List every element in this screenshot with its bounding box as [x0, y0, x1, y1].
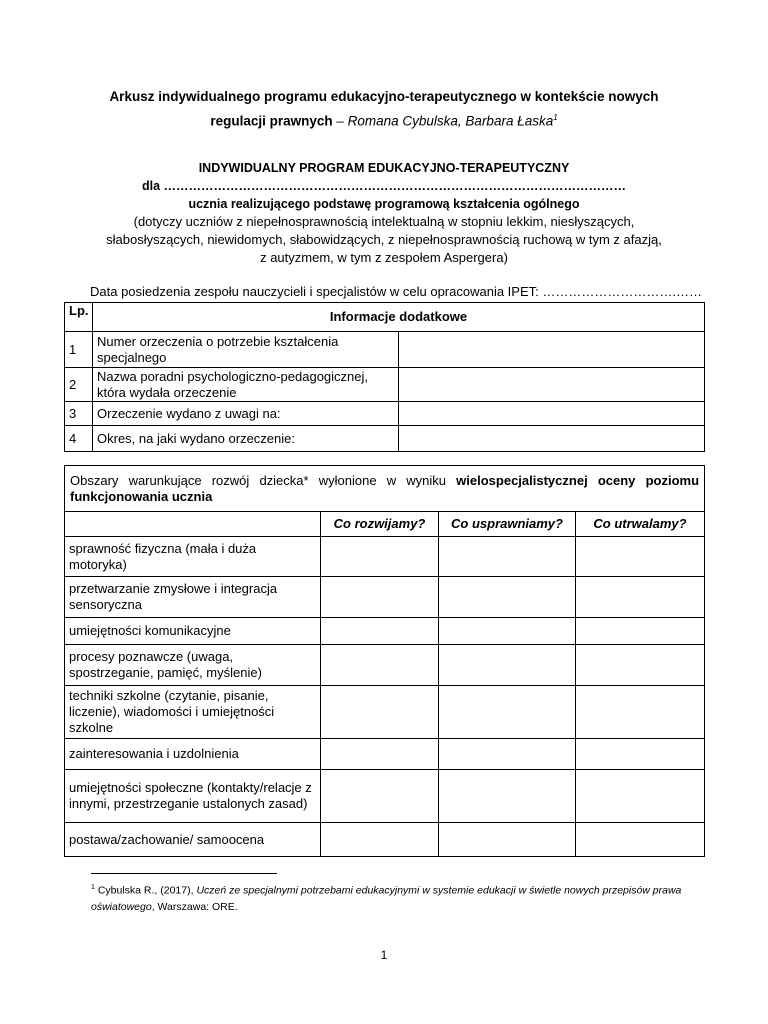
program-subheading: ucznia realizującego podstawę programową kształcenia ogólnego	[188, 197, 580, 211]
program-note-line-3: z autyzmem, w tym z zespołem Aspergera)	[260, 250, 508, 265]
footnote-title: Uczeń ze specjalnymi potrzebami edukacyjnymi w systemie edukacji w świetle nowych przepisów prawa oświatowego	[91, 884, 682, 913]
title-line-1: Arkusz indywidualnego programu edukacyjno-terapeutycznego w kontekście nowych	[109, 89, 659, 104]
row-description: Okres, na jaki wydano orzeczenie:	[93, 426, 399, 452]
area-develop-cell[interactable]	[321, 686, 439, 739]
table-row	[65, 332, 705, 368]
row-value-cell[interactable]	[399, 332, 705, 368]
table-row	[65, 645, 705, 686]
table-row	[65, 402, 705, 426]
area-label: techniki szkolne (czytanie, pisanie, liczenie), wiadomości i umiejętności szkolne	[65, 686, 321, 739]
development-areas-header	[65, 466, 705, 512]
footnote-divider	[91, 873, 277, 874]
area-reinforce-cell[interactable]	[576, 537, 705, 577]
title-footnote-ref: 1	[553, 113, 558, 122]
document-title	[60, 86, 708, 132]
area-improve-cell[interactable]	[439, 770, 576, 823]
program-for-line: dla …………………………………………………………………………………………………	[141, 179, 627, 193]
row-value-cell[interactable]	[399, 402, 705, 426]
footnote-publisher: , Warszawa: ORE.	[151, 900, 238, 913]
area-improve-cell[interactable]	[439, 618, 576, 645]
area-improve-cell[interactable]	[439, 686, 576, 739]
area-improve-cell[interactable]	[439, 739, 576, 770]
area-develop-cell[interactable]	[321, 537, 439, 577]
area-develop-cell[interactable]	[321, 645, 439, 686]
area-improve-cell[interactable]	[439, 645, 576, 686]
program-heading: INDYWIDUALNY PROGRAM EDUKACYJNO-TERAPEUTYCZNY	[198, 161, 570, 175]
area-reinforce-cell[interactable]	[576, 823, 705, 857]
column-header-improve: Co usprawniamy?	[439, 512, 576, 537]
area-develop-cell[interactable]	[321, 770, 439, 823]
area-improve-cell[interactable]	[439, 577, 576, 618]
footnote-author: Cybulska R., (2017),	[94, 884, 197, 897]
row-number: 4	[65, 426, 93, 452]
footnote-number: 1	[91, 884, 95, 891]
title-separator: –	[332, 113, 348, 129]
row-number: 2	[65, 368, 93, 402]
area-label: zainteresowania i uzdolnienia	[65, 739, 321, 770]
meeting-date-line: Data posiedzenia zespołu nauczycieli i specjalistów w celu opracowania IPET: ………………………….……	[90, 284, 702, 299]
table-row	[65, 577, 705, 618]
area-label: umiejętności społeczne (kontakty/relacje z innymi, przestrzeganie ustalonych zasad)	[65, 770, 321, 823]
area-label: przetwarzanie zmysłowe i integracja sensoryczna	[65, 577, 321, 618]
area-reinforce-cell[interactable]	[576, 739, 705, 770]
program-note	[60, 213, 708, 267]
development-areas-table	[64, 465, 705, 857]
title-line-2-bold: regulacji prawnych	[210, 113, 333, 129]
table-row	[65, 739, 705, 770]
table-row	[65, 686, 705, 739]
table-row	[65, 618, 705, 645]
area-reinforce-cell[interactable]	[576, 577, 705, 618]
table-row	[65, 368, 705, 402]
row-value-cell[interactable]	[399, 426, 705, 452]
info-table-header-lp: Lp.	[65, 303, 93, 332]
area-label: procesy poznawcze (uwaga, spostrzeganie, pamięć, myślenie)	[65, 645, 321, 686]
area-label: sprawność fizyczna (mała i duża motoryka)	[65, 537, 321, 577]
area-develop-cell[interactable]	[321, 577, 439, 618]
area-reinforce-cell[interactable]	[576, 770, 705, 823]
title-line-2	[60, 107, 708, 132]
program-note-line-1: (dotyczy uczniów z niepełnosprawnością intelektualną w stopniu lekkim, niesłyszących,	[133, 214, 635, 229]
area-improve-cell[interactable]	[439, 537, 576, 577]
row-description: Numer orzeczenia o potrzebie kształcenia specjalnego	[93, 332, 399, 368]
table-row	[65, 823, 705, 857]
area-develop-cell[interactable]	[321, 618, 439, 645]
area-label: postawa/zachowanie/ samoocena	[65, 823, 321, 857]
area-reinforce-cell[interactable]	[576, 645, 705, 686]
development-areas-header-bold: wielospecjalistycznej oceny poziomu funkcjonowania ucznia	[70, 472, 700, 504]
area-label: umiejętności komunikacyjne	[65, 618, 321, 645]
area-develop-cell[interactable]	[321, 823, 439, 857]
row-description: Nazwa poradni psychologiczno-pedagogicznej, która wydała orzeczenie	[93, 368, 399, 402]
table-row	[65, 426, 705, 452]
area-improve-cell[interactable]	[439, 823, 576, 857]
page-number: 1	[380, 948, 388, 962]
program-note-line-2: słabosłyszących, niewidomych, słabowidzących, z niepełnosprawnością ruchową w tym z afazją,	[106, 232, 662, 247]
area-develop-cell[interactable]	[321, 739, 439, 770]
info-table	[64, 302, 705, 452]
title-authors: Romana Cybulska, Barbara Łaska	[347, 113, 554, 129]
area-column-header	[65, 512, 321, 537]
row-number: 1	[65, 332, 93, 368]
area-reinforce-cell[interactable]	[576, 618, 705, 645]
row-value-cell[interactable]	[399, 368, 705, 402]
row-description: Orzeczenie wydano z uwagi na:	[93, 402, 399, 426]
footnote	[91, 880, 691, 915]
info-table-header-info: Informacje dodatkowe	[93, 303, 705, 332]
column-header-develop: Co rozwijamy?	[321, 512, 439, 537]
development-areas-header-text: Obszary warunkujące rozwój dziecka* wyłonione w wyniku	[70, 472, 457, 488]
column-header-reinforce: Co utrwalamy?	[576, 512, 705, 537]
row-number: 3	[65, 402, 93, 426]
area-reinforce-cell[interactable]	[576, 686, 705, 739]
table-row	[65, 770, 705, 823]
table-row	[65, 537, 705, 577]
